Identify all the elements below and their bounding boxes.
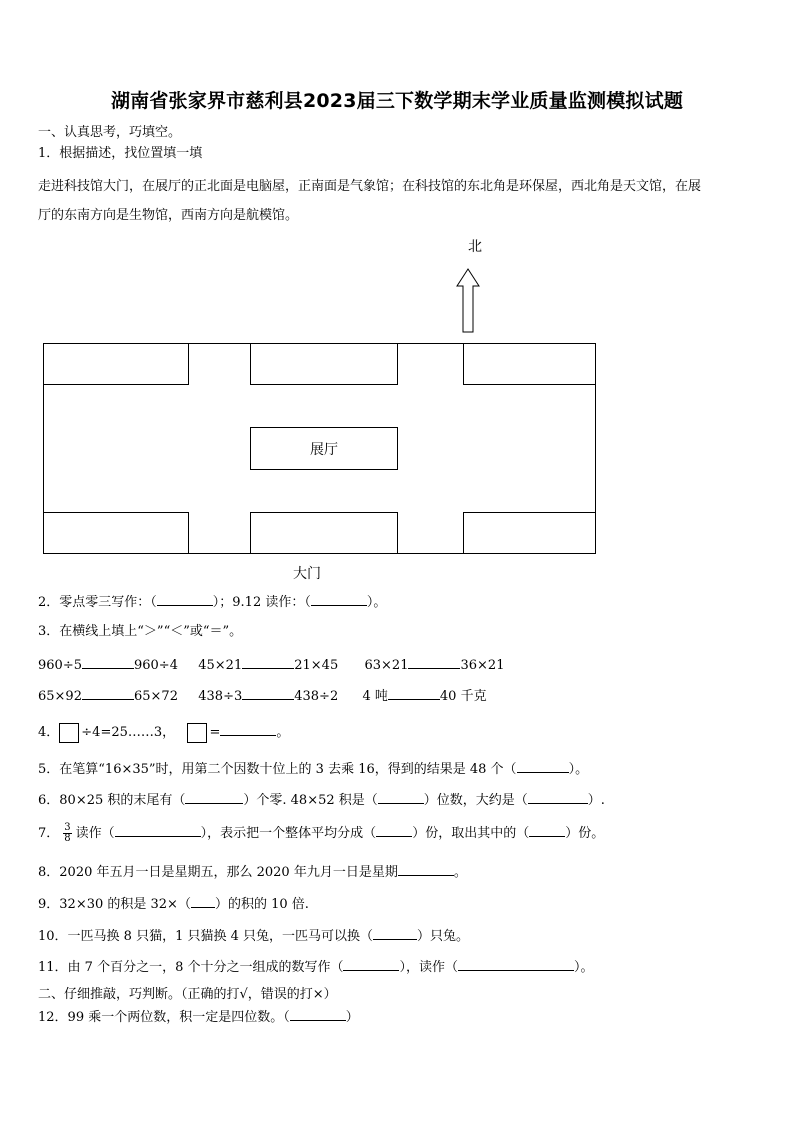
answer-blank[interactable] — [220, 721, 276, 736]
answer-blank[interactable] — [82, 685, 134, 700]
north-arrow-icon — [455, 268, 481, 334]
answer-blank[interactable] — [528, 789, 588, 804]
question-1-desc-line1: 走进科技馆大门，在展厅的正北面是电脑屋，正南面是气象馆；在科技馆的东北角是环保屋，西北角是天文馆，在展 — [38, 179, 702, 194]
room-northeast — [463, 343, 596, 385]
question-9: 9．32×30 的积是 32×（ ）的积的 10 倍. — [38, 893, 309, 915]
question-3-row1: 960÷5 960÷4 45×21 21×45 63×21 36×21 — [38, 654, 504, 676]
fraction: $\frac{3}{8}$ — [64, 822, 71, 844]
exhibition-hall — [250, 427, 398, 470]
answer-blank[interactable] — [343, 956, 399, 971]
answer-blank[interactable] — [398, 861, 454, 876]
answer-blank[interactable] — [311, 591, 367, 606]
answer-blank[interactable] — [191, 893, 215, 908]
question-12: 12．99 乘一个两位数，积一定是四位数。（ ） — [38, 1006, 359, 1028]
answer-blank[interactable] — [290, 1006, 346, 1021]
question-11: 11．由 7 个百分之一，8 个十分之一组成的数写作（ ），读作（ ）。 — [38, 956, 594, 978]
question-5: 5．在笔算“16×35”时，用第二个因数十位上的 3 去乘 16，得到的结果是 48 个（ ）。 — [38, 758, 588, 780]
answer-blank[interactable] — [242, 654, 294, 669]
page-title: 湖南省张家界市慈利县2023届三下数学期末学业质量监测模拟试题 — [110, 90, 684, 112]
answer-blank[interactable] — [376, 822, 412, 837]
answer-blank[interactable] — [517, 758, 569, 773]
question-8: 8．2020 年五月一日是星期五，那么 2020 年九月一日是星期 。 — [38, 861, 467, 883]
question-1-desc-line2: 厅的东南方向是生物馆，西南方向是航模馆。 — [38, 208, 299, 223]
exhibition-hall-label: 展厅 — [310, 441, 338, 458]
section-1-heading: 一、认真思考，巧填空。 — [38, 125, 182, 140]
answer-box[interactable] — [59, 723, 79, 743]
answer-blank[interactable] — [388, 685, 440, 700]
answer-blank[interactable] — [185, 789, 243, 804]
room-northwest — [43, 343, 189, 385]
question-4: 4． ÷4=25……3， = 。 — [38, 721, 289, 743]
answer-blank[interactable] — [378, 789, 424, 804]
question-1-label: 1．根据描述，找位置填一填 — [38, 146, 203, 161]
question-3-label: 3．在横线上填上“＞”“＜”或“＝”。 — [38, 624, 243, 639]
room-southeast — [463, 512, 596, 554]
gate-label: 大门 — [293, 566, 321, 582]
answer-blank[interactable] — [408, 654, 460, 669]
room-south — [250, 512, 398, 554]
north-label: 北 — [468, 239, 482, 255]
question-6: 6．80×25 积的末尾有（ ）个零. 48×52 积是（ ）位数，大约是（ ）. — [38, 789, 605, 811]
answer-blank[interactable] — [157, 591, 213, 606]
answer-blank[interactable] — [82, 654, 134, 669]
answer-blank[interactable] — [242, 685, 294, 700]
question-3-row2: 65×92 65×72 438÷3 438÷2 4 吨 40 千克 — [38, 685, 487, 707]
section-2-heading: 二、仔细推敲，巧判断。（正确的打√，错误的打×） — [38, 987, 337, 1002]
question-7: 7． $\frac{3}{8}$ 读作（ ），表示把一个整体平均分成（ ）份，取出其中的（ ）份。 — [38, 822, 605, 844]
room-north — [250, 343, 398, 385]
room-southwest — [43, 512, 189, 554]
answer-blank[interactable] — [458, 956, 574, 971]
question-10: 10．一匹马换 8 只猫，1 只猫换 4 只兔，一匹马可以换（ ）只兔。 — [38, 925, 469, 947]
question-2: 2．零点零三写作：（ ）；9.12 读作：（ ）。 — [38, 591, 386, 613]
answer-blank[interactable] — [373, 925, 417, 940]
answer-blank[interactable] — [529, 822, 565, 837]
answer-box[interactable] — [187, 723, 207, 743]
answer-blank[interactable] — [115, 822, 201, 837]
